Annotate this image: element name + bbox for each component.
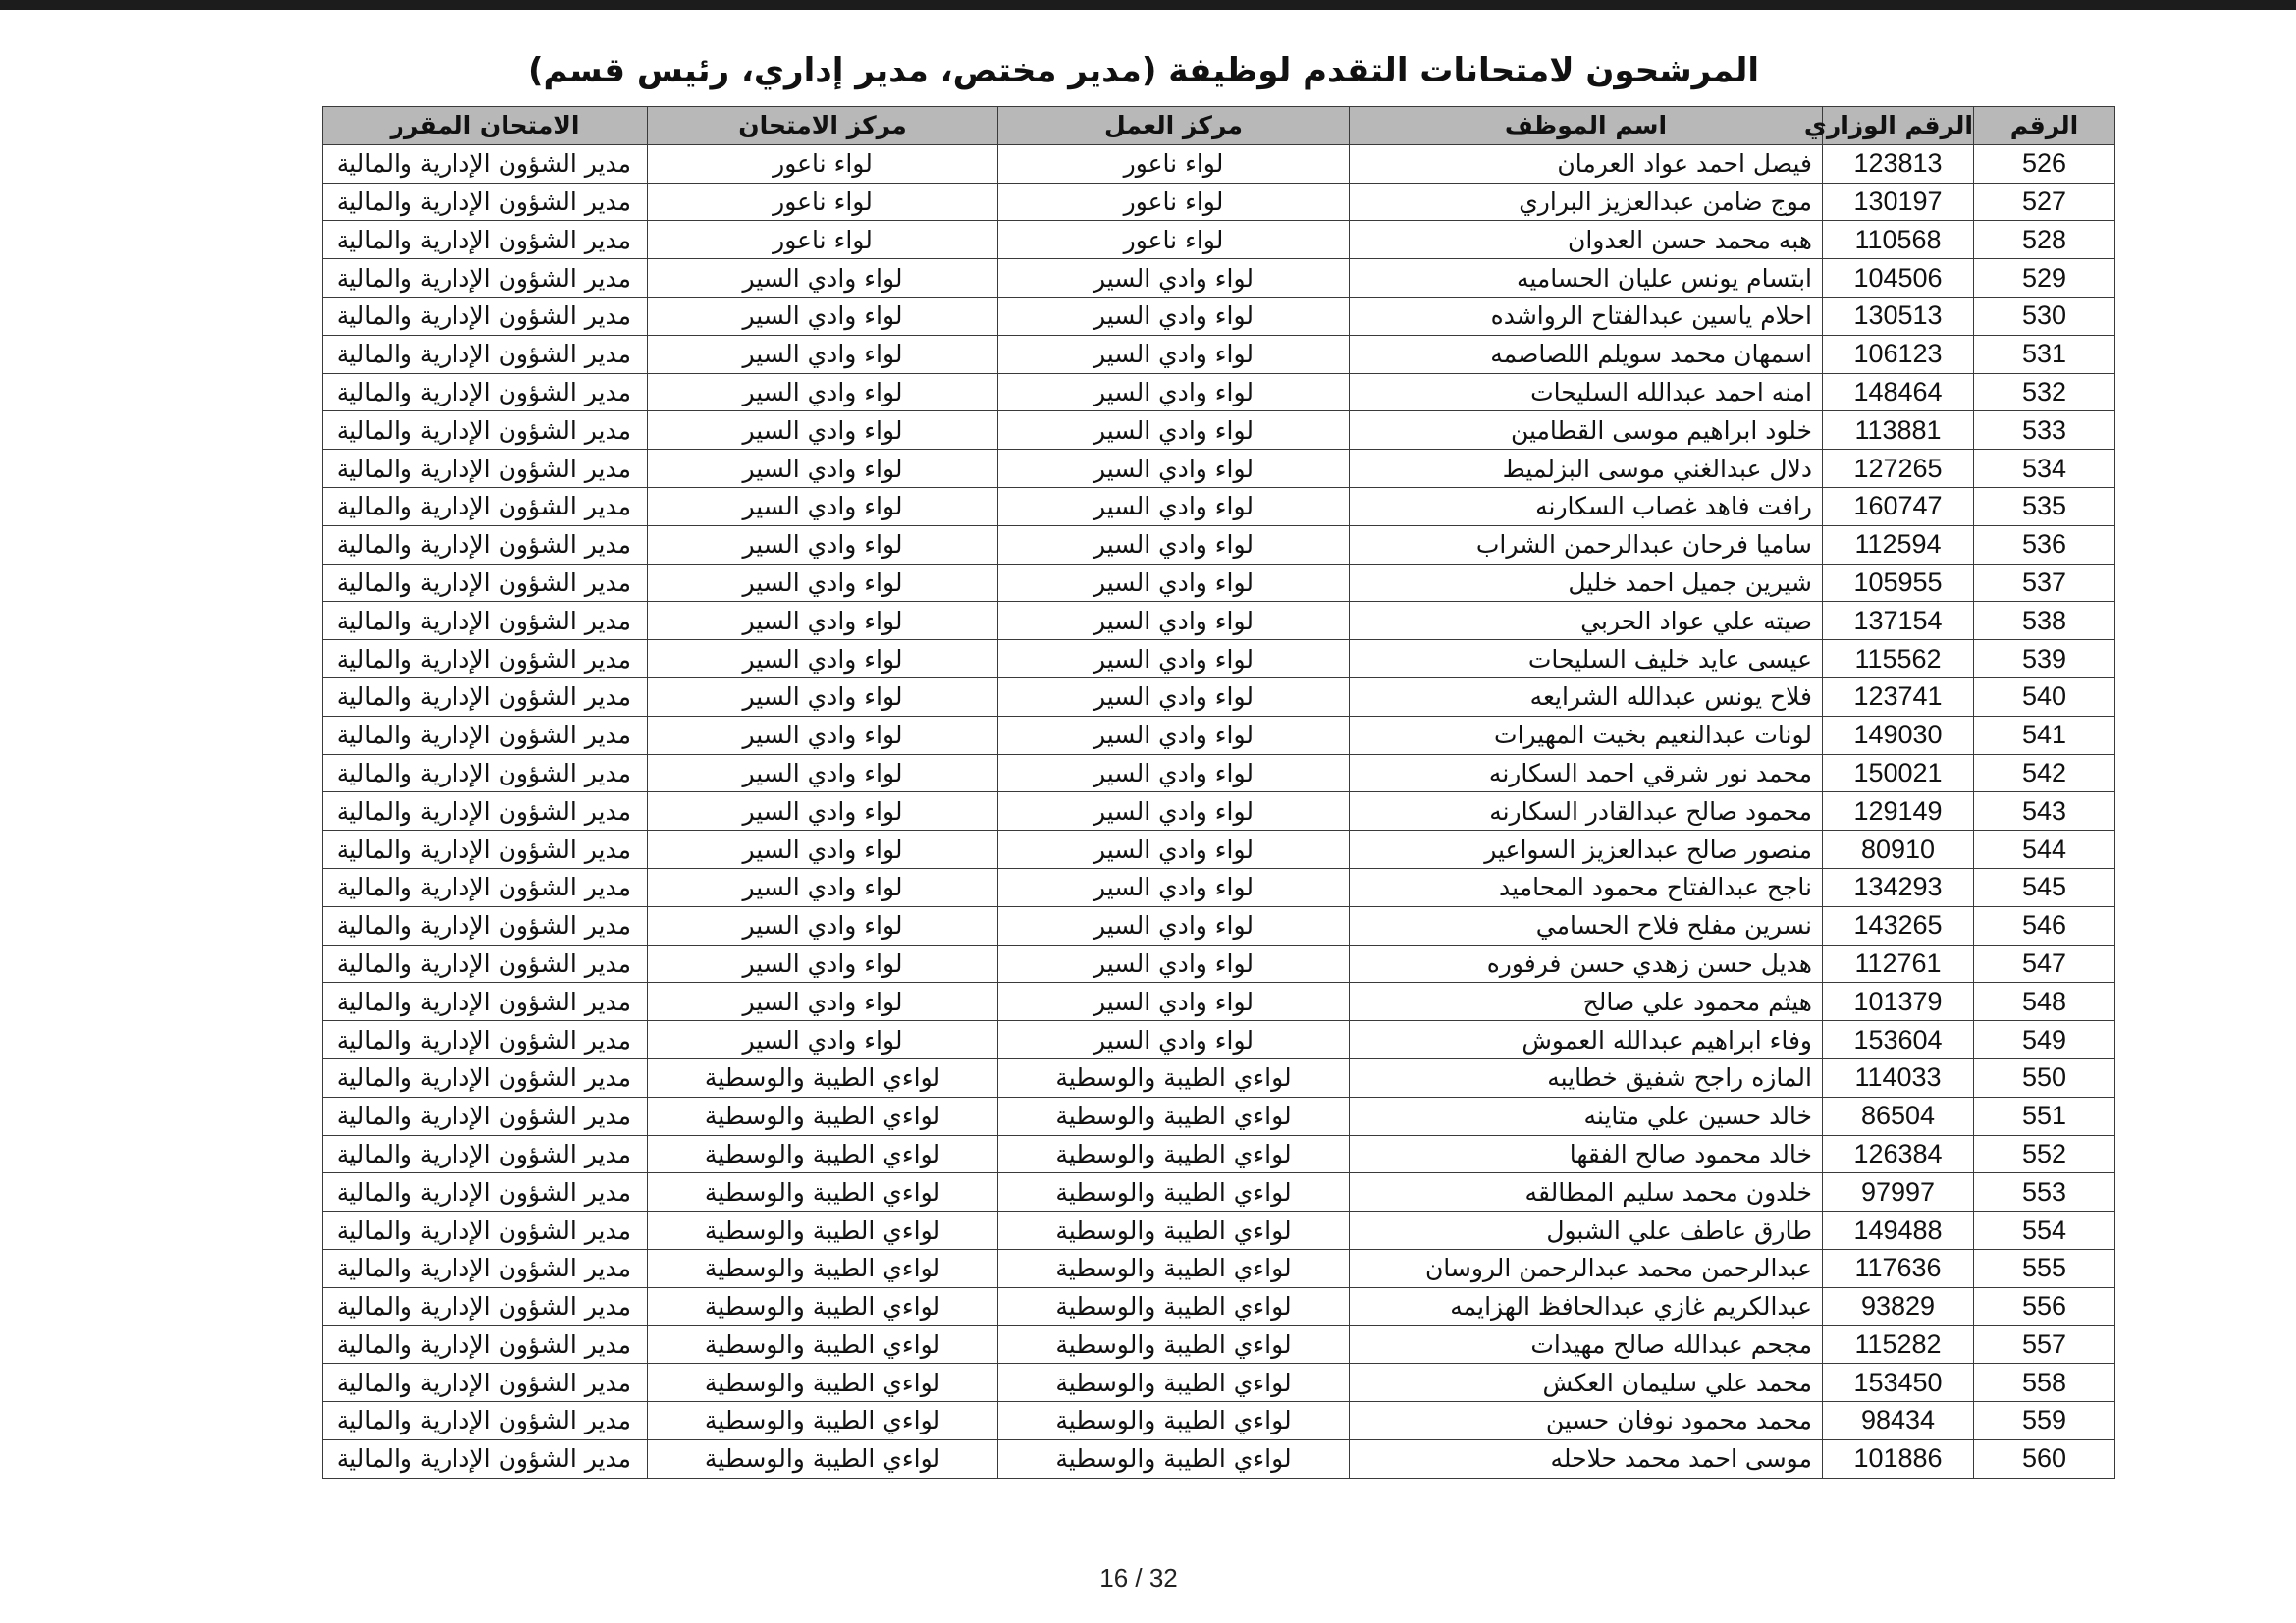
ministry-number-cell: 80910 [1823,831,1974,869]
employee-name-cell: محمود صالح عبدالقادر السكارنه [1350,792,1823,831]
employee-name-cell: ابتسام يونس عليان الحساميه [1350,259,1823,298]
employee-name-cell: ناجح عبدالفتاح محمود المحاميد [1350,868,1823,906]
exam-cell: مدير الشؤون الإدارية والمالية [323,602,648,640]
table-row [323,564,2115,602]
exam-cell: مدير الشؤون الإدارية والمالية [323,677,648,716]
serial-cell: 526 [1974,144,2115,183]
ministry-number-cell: 115562 [1823,640,1974,678]
ministry-number-cell: 113881 [1823,411,1974,450]
work-center-cell: لواء وادي السير [998,487,1350,525]
ministry-number-cell: 148464 [1823,373,1974,411]
exam-cell: مدير الشؤون الإدارية والمالية [323,1402,648,1440]
exam-cell: مدير الشؤون الإدارية والمالية [323,1325,648,1364]
serial-cell: 550 [1974,1058,2115,1097]
exam-center-cell: لواء وادي السير [648,411,998,450]
table-row [323,945,2115,983]
serial-cell: 548 [1974,983,2115,1021]
ministry-number-cell: 160747 [1823,487,1974,525]
ministry-number-cell: 117636 [1823,1249,1974,1287]
serial-cell: 527 [1974,183,2115,221]
table-row [323,1439,2115,1478]
table-row [323,1249,2115,1287]
table-row [323,831,2115,869]
ministry-number-cell: 105955 [1823,564,1974,602]
serial-cell: 555 [1974,1249,2115,1287]
exam-center-cell: لواءي الطيبة والوسطية [648,1287,998,1325]
serial-cell: 554 [1974,1212,2115,1250]
serial-cell: 556 [1974,1287,2115,1325]
serial-cell: 560 [1974,1439,2115,1478]
employee-name-cell: احلام ياسين عبدالفتاح الرواشده [1350,297,1823,335]
exam-cell: مدير الشؤون الإدارية والمالية [323,716,648,754]
employee-name-cell: هديل حسن زهدي حسن فرفوره [1350,945,1823,983]
serial-cell: 536 [1974,525,2115,564]
exam-center-cell: لواءي الطيبة والوسطية [648,1439,998,1478]
work-center-cell: لواء وادي السير [998,297,1350,335]
serial-cell: 544 [1974,831,2115,869]
table-row [323,1021,2115,1059]
exam-cell: مدير الشؤون الإدارية والمالية [323,335,648,373]
ministry-number-cell: 115282 [1823,1325,1974,1364]
table-row [323,1287,2115,1325]
serial-cell: 541 [1974,716,2115,754]
table-row [323,716,2115,754]
work-center-cell: لواء وادي السير [998,677,1350,716]
work-center-cell: لواء وادي السير [998,983,1350,1021]
exam-center-cell: لواءي الطيبة والوسطية [648,1249,998,1287]
serial-cell: 551 [1974,1097,2115,1135]
work-center-cell: لواءي الطيبة والوسطية [998,1173,1350,1212]
serial-cell: 549 [1974,1021,2115,1059]
serial-cell: 537 [1974,564,2115,602]
serial-cell: 534 [1974,450,2115,488]
exam-cell: مدير الشؤون الإدارية والمالية [323,1021,648,1059]
work-center-cell: لواء وادي السير [998,450,1350,488]
table-row [323,525,2115,564]
employee-name-cell: محمد علي سليمان العكش [1350,1364,1823,1402]
work-center-cell: لواءي الطيبة والوسطية [998,1249,1350,1287]
work-center-cell: لواءي الطيبة والوسطية [998,1439,1350,1478]
table-row [323,259,2115,298]
work-center-cell: لواء وادي السير [998,602,1350,640]
ministry-number-cell: 101379 [1823,983,1974,1021]
exam-cell: مدير الشؤون الإدارية والمالية [323,831,648,869]
serial-cell: 558 [1974,1364,2115,1402]
exam-cell: مدير الشؤون الإدارية والمالية [323,221,648,259]
exam-cell: مدير الشؤون الإدارية والمالية [323,1097,648,1135]
header-work-center: مركز العمل [998,107,1350,145]
work-center-cell: لواء وادي السير [998,335,1350,373]
employee-name-cell: شيرين جميل احمد خليل [1350,564,1823,602]
table-row [323,1058,2115,1097]
table-row [323,1173,2115,1212]
serial-cell: 538 [1974,602,2115,640]
work-center-cell: لواءي الطيبة والوسطية [998,1097,1350,1135]
employee-name-cell: خالد حسين علي متاينه [1350,1097,1823,1135]
table-row [323,1325,2115,1364]
table-body [323,144,2115,1478]
table-row [323,602,2115,640]
work-center-cell: لواء وادي السير [998,754,1350,792]
exam-center-cell: لواء وادي السير [648,868,998,906]
serial-cell: 528 [1974,221,2115,259]
exam-center-cell: لواء وادي السير [648,831,998,869]
candidates-table [322,106,2115,1479]
exam-cell: مدير الشؤون الإدارية والمالية [323,754,648,792]
ministry-number-cell: 86504 [1823,1097,1974,1135]
exam-center-cell: لواءي الطيبة والوسطية [648,1402,998,1440]
employee-name-cell: نسرين مفلح فلاح الحسامي [1350,906,1823,945]
exam-center-cell: لواءي الطيبة والوسطية [648,1097,998,1135]
work-center-cell: لواء وادي السير [998,945,1350,983]
employee-name-cell: دلال عبدالغني موسى البزلميط [1350,450,1823,488]
exam-cell: مدير الشؤون الإدارية والمالية [323,297,648,335]
work-center-cell: لواءي الطيبة والوسطية [998,1287,1350,1325]
header-employee-name: اسم الموظف [1350,107,1823,145]
serial-cell: 532 [1974,373,2115,411]
serial-cell: 559 [1974,1402,2115,1440]
employee-name-cell: عبدالرحمن محمد عبدالرحمن الروسان [1350,1249,1823,1287]
scan-edge [0,0,2296,10]
header-serial: الرقم [1974,107,2115,145]
exam-center-cell: لواء وادي السير [648,945,998,983]
ministry-number-cell: 106123 [1823,335,1974,373]
ministry-number-cell: 126384 [1823,1135,1974,1173]
header-exam-center: مركز الامتحان [648,107,998,145]
table-row [323,983,2115,1021]
serial-cell: 546 [1974,906,2115,945]
exam-center-cell: لواء وادي السير [648,297,998,335]
employee-name-cell: لونات عبدالنعيم بخيت المهيرات [1350,716,1823,754]
exam-cell: مدير الشؤون الإدارية والمالية [323,1364,648,1402]
ministry-number-cell: 123741 [1823,677,1974,716]
ministry-number-cell: 129149 [1823,792,1974,831]
table-row [323,297,2115,335]
table-row [323,1364,2115,1402]
exam-center-cell: لواء وادي السير [648,716,998,754]
serial-cell: 542 [1974,754,2115,792]
work-center-cell: لواء وادي السير [998,373,1350,411]
exam-center-cell: لواء وادي السير [648,450,998,488]
employee-name-cell: فلاح يونس عبدالله الشرايعه [1350,677,1823,716]
ministry-number-cell: 143265 [1823,906,1974,945]
ministry-number-cell: 114033 [1823,1058,1974,1097]
exam-cell: مدير الشؤون الإدارية والمالية [323,450,648,488]
exam-cell: مدير الشؤون الإدارية والمالية [323,1439,648,1478]
employee-name-cell: موج ضامن عبدالعزيز البراري [1350,183,1823,221]
work-center-cell: لواءي الطيبة والوسطية [998,1058,1350,1097]
exam-cell: مدير الشؤون الإدارية والمالية [323,1135,648,1173]
table-row [323,373,2115,411]
ministry-number-cell: 112594 [1823,525,1974,564]
employee-name-cell: المازه راجح شفيق خطايبه [1350,1058,1823,1097]
table-row [323,1097,2115,1135]
serial-cell: 535 [1974,487,2115,525]
employee-name-cell: ساميا فرحان عبدالرحمن الشراب [1350,525,1823,564]
header-exam: الامتحان المقرر [323,107,648,145]
exam-center-cell: لواءي الطيبة والوسطية [648,1212,998,1250]
employee-name-cell: هيثم محمود علي صالح [1350,983,1823,1021]
exam-cell: مدير الشؤون الإدارية والمالية [323,792,648,831]
exam-center-cell: لواء وادي السير [648,487,998,525]
ministry-number-cell: 98434 [1823,1402,1974,1440]
employee-name-cell: عيسى عايد خليف السليحات [1350,640,1823,678]
exam-center-cell: لواء وادي السير [648,754,998,792]
exam-center-cell: لواءي الطيبة والوسطية [648,1325,998,1364]
employee-name-cell: عبدالكريم غازي عبدالحافظ الهزايمه [1350,1287,1823,1325]
ministry-number-cell: 104506 [1823,259,1974,298]
exam-cell: مدير الشؤون الإدارية والمالية [323,259,648,298]
exam-center-cell: لواء ناعور [648,183,998,221]
table-row [323,906,2115,945]
exam-cell: مدير الشؤون الإدارية والمالية [323,868,648,906]
table-row [323,640,2115,678]
page-number: 16 / 32 [1099,1563,1178,1593]
exam-cell: مدير الشؤون الإدارية والمالية [323,906,648,945]
exam-cell: مدير الشؤون الإدارية والمالية [323,1173,648,1212]
exam-center-cell: لواء ناعور [648,144,998,183]
serial-cell: 539 [1974,640,2115,678]
table-row [323,411,2115,450]
exam-cell: مدير الشؤون الإدارية والمالية [323,1287,648,1325]
ministry-number-cell: 153450 [1823,1364,1974,1402]
ministry-number-cell: 130513 [1823,297,1974,335]
employee-name-cell: فيصل احمد عواد العرمان [1350,144,1823,183]
employee-name-cell: رافت فاهد غصاب السكارنه [1350,487,1823,525]
exam-center-cell: لواء وادي السير [648,564,998,602]
table-row [323,487,2115,525]
table-row [323,754,2115,792]
exam-cell: مدير الشؤون الإدارية والمالية [323,487,648,525]
employee-name-cell: صيته علي عواد الحربي [1350,602,1823,640]
exam-cell: مدير الشؤون الإدارية والمالية [323,373,648,411]
ministry-number-cell: 153604 [1823,1021,1974,1059]
work-center-cell: لواءي الطيبة والوسطية [998,1325,1350,1364]
employee-name-cell: اسمهان محمد سويلم اللصاصمه [1350,335,1823,373]
work-center-cell: لواء وادي السير [998,525,1350,564]
work-center-cell: لواءي الطيبة والوسطية [998,1212,1350,1250]
exam-center-cell: لواء وادي السير [648,525,998,564]
exam-center-cell: لواء وادي السير [648,335,998,373]
work-center-cell: لواء ناعور [998,144,1350,183]
employee-name-cell: وفاء ابراهيم عبدالله العموش [1350,1021,1823,1059]
serial-cell: 543 [1974,792,2115,831]
serial-cell: 530 [1974,297,2115,335]
ministry-number-cell: 112761 [1823,945,1974,983]
employee-name-cell: موسى احمد محمد حلاحله [1350,1439,1823,1478]
employee-name-cell: طارق عاطف علي الشبول [1350,1212,1823,1250]
exam-cell: مدير الشؤون الإدارية والمالية [323,1058,648,1097]
serial-cell: 547 [1974,945,2115,983]
exam-center-cell: لواء وادي السير [648,259,998,298]
work-center-cell: لواء وادي السير [998,831,1350,869]
ministry-number-cell: 150021 [1823,754,1974,792]
exam-center-cell: لواءي الطيبة والوسطية [648,1364,998,1402]
exam-center-cell: لواء وادي السير [648,1021,998,1059]
serial-cell: 529 [1974,259,2115,298]
exam-center-cell: لواء وادي السير [648,602,998,640]
exam-cell: مدير الشؤون الإدارية والمالية [323,525,648,564]
work-center-cell: لواء وادي السير [998,411,1350,450]
table-row [323,335,2115,373]
employee-name-cell: خلدون محمد سليم المطالقه [1350,1173,1823,1212]
exam-center-cell: لواء وادي السير [648,983,998,1021]
work-center-cell: لواء وادي السير [998,868,1350,906]
table-row [323,1212,2115,1250]
exam-center-cell: لواء وادي السير [648,677,998,716]
page-title: المرشحون لامتحانات التقدم لوظيفة (مدير مختص، مدير إداري، رئيس قسم) [527,51,1760,90]
exam-center-cell: لواء وادي السير [648,906,998,945]
table-row [323,144,2115,183]
exam-center-cell: لواء وادي السير [648,792,998,831]
work-center-cell: لواءي الطيبة والوسطية [998,1364,1350,1402]
exam-center-cell: لواءي الطيبة والوسطية [648,1058,998,1097]
exam-cell: مدير الشؤون الإدارية والمالية [323,183,648,221]
exam-center-cell: لواءي الطيبة والوسطية [648,1135,998,1173]
table-row [323,450,2115,488]
exam-cell: مدير الشؤون الإدارية والمالية [323,411,648,450]
ministry-number-cell: 101886 [1823,1439,1974,1478]
work-center-cell: لواء وادي السير [998,792,1350,831]
table-row [323,792,2115,831]
table-row [323,1135,2115,1173]
table-row [323,1402,2115,1440]
work-center-cell: لواء وادي السير [998,564,1350,602]
employee-name-cell: منصور صالح عبدالعزيز السواعير [1350,831,1823,869]
work-center-cell: لواء وادي السير [998,259,1350,298]
exam-center-cell: لواء ناعور [648,221,998,259]
ministry-number-cell: 123813 [1823,144,1974,183]
serial-cell: 540 [1974,677,2115,716]
header-ministry-number: الرقم الوزاري [1823,107,1974,145]
exam-cell: مدير الشؤون الإدارية والمالية [323,1212,648,1250]
ministry-number-cell: 149030 [1823,716,1974,754]
table-row [323,677,2115,716]
serial-cell: 557 [1974,1325,2115,1364]
exam-center-cell: لواء وادي السير [648,640,998,678]
table-row [323,221,2115,259]
exam-cell: مدير الشؤون الإدارية والمالية [323,983,648,1021]
exam-cell: مدير الشؤون الإدارية والمالية [323,1249,648,1287]
exam-cell: مدير الشؤون الإدارية والمالية [323,640,648,678]
table-header-row [323,107,2115,145]
employee-name-cell: امنه احمد عبدالله السليحات [1350,373,1823,411]
ministry-number-cell: 137154 [1823,602,1974,640]
serial-cell: 545 [1974,868,2115,906]
employee-name-cell: هبه محمد حسن العدوان [1350,221,1823,259]
work-center-cell: لواء ناعور [998,183,1350,221]
exam-cell: مدير الشؤون الإدارية والمالية [323,564,648,602]
work-center-cell: لواءي الطيبة والوسطية [998,1135,1350,1173]
serial-cell: 533 [1974,411,2115,450]
employee-name-cell: خالد محمود صالح الفقها [1350,1135,1823,1173]
employee-name-cell: محمد نور شرقي احمد السكارنه [1350,754,1823,792]
ministry-number-cell: 127265 [1823,450,1974,488]
employee-name-cell: مجحم عبدالله صالح مهيدات [1350,1325,1823,1364]
ministry-number-cell: 134293 [1823,868,1974,906]
ministry-number-cell: 149488 [1823,1212,1974,1250]
ministry-number-cell: 97997 [1823,1173,1974,1212]
employee-name-cell: محمد محمود نوفان حسين [1350,1402,1823,1440]
work-center-cell: لواء وادي السير [998,640,1350,678]
table-row [323,868,2115,906]
ministry-number-cell: 93829 [1823,1287,1974,1325]
ministry-number-cell: 110568 [1823,221,1974,259]
exam-cell: مدير الشؤون الإدارية والمالية [323,945,648,983]
work-center-cell: لواء وادي السير [998,716,1350,754]
exam-center-cell: لواء وادي السير [648,373,998,411]
exam-cell: مدير الشؤون الإدارية والمالية [323,144,648,183]
ministry-number-cell: 130197 [1823,183,1974,221]
table-row [323,183,2115,221]
work-center-cell: لواءي الطيبة والوسطية [998,1402,1350,1440]
work-center-cell: لواء وادي السير [998,1021,1350,1059]
serial-cell: 531 [1974,335,2115,373]
serial-cell: 552 [1974,1135,2115,1173]
work-center-cell: لواء ناعور [998,221,1350,259]
employee-name-cell: خلود ابراهيم موسى القطامين [1350,411,1823,450]
exam-center-cell: لواءي الطيبة والوسطية [648,1173,998,1212]
serial-cell: 553 [1974,1173,2115,1212]
work-center-cell: لواء وادي السير [998,906,1350,945]
